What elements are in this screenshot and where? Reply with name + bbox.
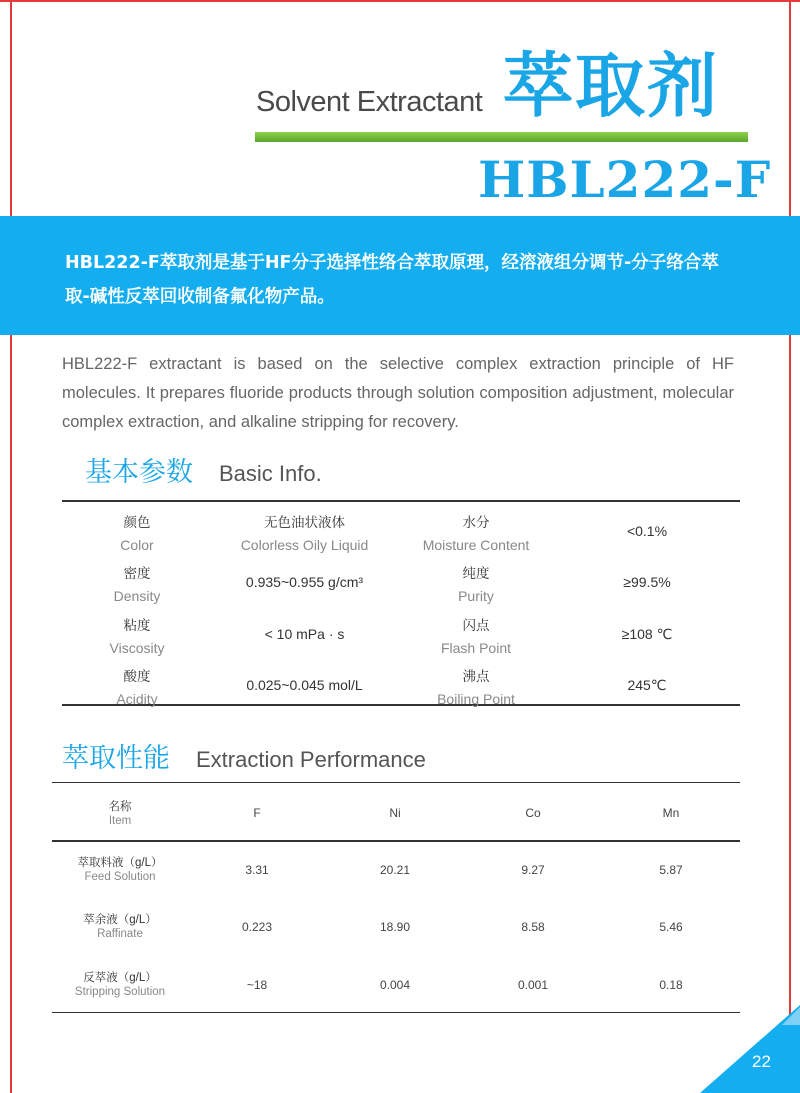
param-value: < 10 mPa · s — [264, 626, 345, 642]
table-cell: ~18 — [246, 978, 268, 992]
header-divider — [52, 840, 740, 842]
param-value: 245℃ — [627, 677, 667, 693]
table-cell: 20.21 — [379, 863, 411, 877]
table-cell: 0.18 — [659, 978, 683, 992]
table-row — [62, 557, 740, 608]
table-cell: 5.87 — [659, 863, 683, 877]
table-cell: 0.001 — [517, 978, 549, 992]
performance-title-cn: 萃取性能 — [62, 743, 170, 774]
param-value: <0.1% — [626, 523, 668, 539]
header-title-en: Solvent Extractant — [256, 86, 483, 118]
param-label: 酸度 Acidity — [116, 669, 158, 707]
performance-title-en: Extraction Performance — [196, 747, 426, 772]
table-cell: 18.90 — [379, 920, 411, 934]
frame-line-top — [0, 0, 800, 2]
table-cell: 3.31 — [245, 863, 269, 877]
row-label: 萃取料液（g/L） Feed Solution — [77, 857, 163, 883]
column-header: Ni — [389, 806, 401, 820]
param-value: ≥99.5% — [623, 574, 671, 590]
frame-line-right — [789, 0, 791, 1093]
param-label: 纯度 Purity — [458, 566, 494, 604]
page-number: 22 — [752, 1052, 771, 1071]
param-label: 闪点 Flash Point — [440, 618, 512, 656]
row-label: 萃余液（g/L） Raffinate — [83, 914, 157, 940]
column-header: Co — [525, 806, 541, 820]
param-value: ≥108 ℃ — [621, 626, 673, 642]
column-header: Mn — [662, 806, 680, 820]
corner-triangle-main — [700, 1005, 800, 1093]
param-label: 颜色 Color — [120, 515, 154, 553]
table-row — [62, 609, 740, 660]
header-divider — [255, 132, 748, 142]
table-cell: 0.223 — [241, 920, 273, 934]
table-cell: 8.58 — [521, 920, 545, 934]
row-label: 反萃液（g/L） Stripping Solution — [74, 972, 166, 998]
corner-triangle-accent — [782, 1007, 800, 1025]
product-code: HBL222-F — [478, 150, 772, 209]
column-header-item: 名称 Item — [108, 801, 132, 827]
table-row — [62, 660, 740, 711]
basic-info-title-en: Basic Info. — [219, 461, 322, 486]
column-header: F — [253, 806, 261, 820]
table-row — [62, 506, 740, 557]
intro-en: HBL222-F extractant is based on the selective complex extraction principle of HF molecules. It prepares fluoride products through solution composition adjustment, molecular complex extraction, and alkaline stripping for recovery. — [62, 355, 734, 431]
param-value: 0.025~0.045 mol/L — [246, 677, 363, 693]
frame-line-left — [10, 0, 12, 1093]
basic-info-title-cn: 基本参数 — [85, 457, 193, 488]
param-label: 水分 Moisture Content — [422, 515, 530, 553]
header-title-cn: 萃取剂 — [503, 45, 719, 127]
param-label: 沸点 Boiling Point — [437, 669, 515, 707]
param-value: 0.935~0.955 g/cm³ — [245, 574, 364, 590]
param-value: 无色油状液体 Colorless Oily Liquid — [240, 515, 369, 553]
performance-table — [52, 782, 740, 1013]
table-cell: 5.46 — [659, 920, 683, 934]
param-label: 粘度 Viscosity — [109, 618, 165, 656]
basic-info-heading — [85, 450, 322, 489]
param-label: 密度 Density — [113, 566, 161, 604]
intro-banner — [0, 216, 800, 335]
page-corner-decoration — [700, 1005, 800, 1093]
basic-info-table — [62, 500, 740, 706]
intro-cn: HBL222-F萃取剂是基于HF分子选择性络合萃取原理，经溶液组分调节-分子络合萃取-碱性反萃回收制备氟化物产品。 — [65, 253, 719, 307]
table-cell: 9.27 — [521, 863, 545, 877]
table-cell: 0.004 — [379, 978, 411, 992]
performance-heading — [62, 736, 426, 775]
